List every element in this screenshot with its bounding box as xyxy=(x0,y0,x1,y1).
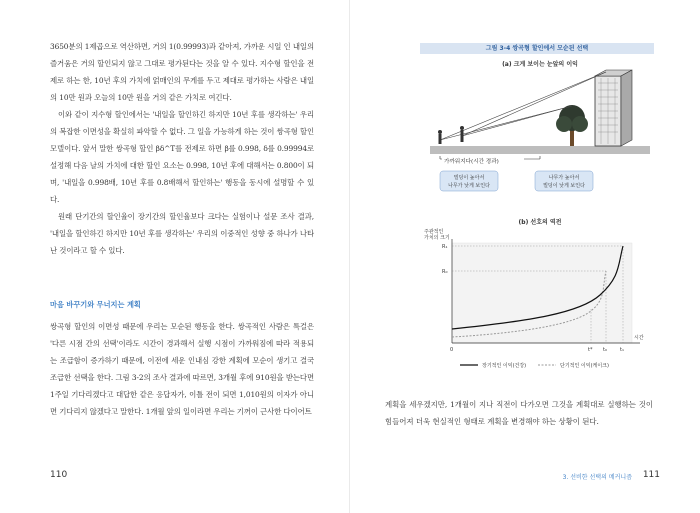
person-far-icon xyxy=(438,130,442,144)
figure-a-illustration xyxy=(420,68,660,196)
section-body-text xyxy=(50,318,314,420)
figure-title: 그림 3-4 쌍곡형 할인에서 모순된 선택 xyxy=(420,43,654,54)
page-number-right: 111 xyxy=(642,470,660,480)
figure-b-chart xyxy=(420,225,660,375)
running-head: 3. 선비한 선택의 메커니즘 xyxy=(562,474,632,481)
ground xyxy=(430,146,650,154)
paragraph-3: 원래 단기간의 할인율이 장기간의 할인율보다 크다는 실험이나 설문 조사 결과, '내일을 할인하긴 하지만 10년 후를 생각하는' 우리의 이중적인 성향 중 하나가 나타난 것이라고 할 수 있다. xyxy=(50,212,314,255)
paragraph-1: 3650분의 1제곱으로 역산하면, 거의 1(0.99993)과 같아져, 가까운 시일 인 내일의 즐거움은 거의 할인되지 않고 그대로 평가된다는 것을 알 수 있다. 지수형 할인을 전제로 하는 한, 10년 후의 가치에 얽매인의 무게를 두고 제대로 평가하는 사람은 내일의 10만 원과 오늘의 10만 원을 거의 같은 가치로 여긴다. xyxy=(50,42,314,102)
legend-long-label: 장기적인 이익(건강) xyxy=(482,363,527,369)
time-bracket-label: 가까워지다(시간 경과) xyxy=(444,159,499,165)
callout-left-line1: 빌딩이 높아서 xyxy=(453,175,485,181)
callout-left-line2: 나무가 낮게 보인다 xyxy=(448,183,490,189)
x-tick-0: 0 xyxy=(450,347,454,353)
y-axis-label-line1: 주관적인 xyxy=(424,229,444,235)
section-heading: 마음 바꾸기와 무너지는 계획 xyxy=(50,300,141,309)
page-number-left: 110 xyxy=(50,470,68,480)
building-icon xyxy=(595,70,632,146)
figure-b-title: (b) 선호의 역전 xyxy=(518,219,562,226)
callout-right-line2: 빌딩이 낮게 보인다 xyxy=(543,183,585,189)
legend-short-label: 단기적인 이익(케이크) xyxy=(560,363,609,369)
section-paragraph: 쌍곡형 할인의 이면성 때문에 우리는 모순된 행동을 한다. 쌍곡적인 사람은 특걸은 '다른 시점 간의 선택'이라도 시간이 경과해서 실행 시점이 가까워짐에 따라 적용되는 조급함이 증가하기 때문에, 이전에 세운 인내심 강한 계획에 모순이 생기고 결국 조급한 선택을 한다. 그림 3-2의 조사 결과에 따르면, 3개월 후에 910원을 받는다면 1주일 기다리겠다고 대답한 같은 응답자가, 이틀 전이 되면 1,010원의 이자가 아니면 기다리지 않겠다고 말한다. 1개월 앞의 일이라면 우리는 기꺼이 근사한 다이어트 xyxy=(50,322,314,416)
left-body-text xyxy=(50,38,314,259)
x-tick-tstar: t* xyxy=(588,347,593,353)
y-tick-r0: R₀ xyxy=(442,269,448,275)
y-axis-label-line2: 가치의 크기 xyxy=(424,235,450,241)
paragraph-2: 이와 같이 지수형 할인에서는 '내일을 할인하긴 하지만 10년 후를 생각하는' 우리의 복잡한 이면성을 확실히 파악할 수 없다. 그 일을 가능하게 하는 것이 쌍곡형 할인 모델이다. 앞서 말한 쌍곡형 할인 βδ^T를 전제로 하면 β를 0.998, δ를 0.99994로 설정해 다음 날의 가치에 대한 할인 요소는 0.998, 10년 후에 대해서는 0.800이 되며, '내일을 0.998배, 10년 후를 0.8배해서 할인하는' 행동을 동시에 설명할 수 있다. xyxy=(50,110,314,204)
figure-a-title: (a) 크게 보이는 눈앞의 이익 xyxy=(502,61,578,68)
x-tick-t1: t₁ xyxy=(620,347,624,353)
x-tick-t0: t₀ xyxy=(603,347,607,353)
right-paragraph: 계획을 세우겠지만, 1개월이 지나 직전이 다가오면 그것을 계획대로 실행하는 것이 힘들어져 더욱 현실적인 형태로 계획을 변경해야 하는 상황이 된다. xyxy=(385,400,653,426)
tree-icon xyxy=(556,105,588,146)
x-axis-label: 시간 xyxy=(634,335,644,341)
y-tick-r1: R₁ xyxy=(442,244,448,250)
person-near-icon xyxy=(460,126,464,142)
callout-right-line1: 나무가 높아서 xyxy=(548,175,580,181)
plot-area xyxy=(452,243,632,343)
right-body-text xyxy=(385,396,653,430)
